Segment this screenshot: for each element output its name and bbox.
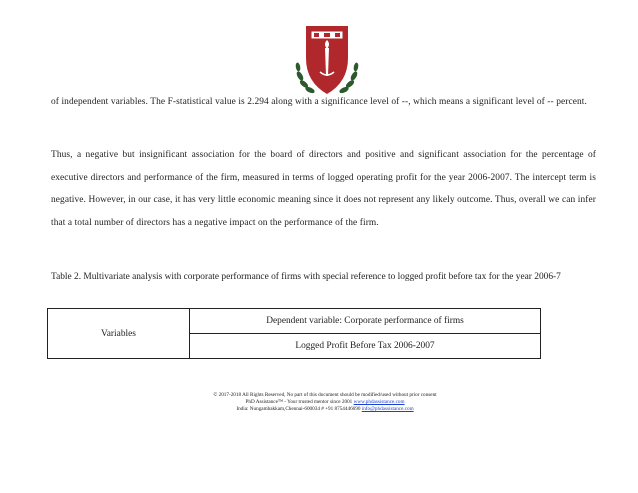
footer-copyright: © 2017-2018 All Rights Reserved, No part of this document should be modified/used without prior consent [213, 392, 437, 398]
footer-website-link[interactable]: www.phdassistance.com [353, 399, 405, 405]
variables-header: Variables [48, 309, 190, 359]
footer-tagline: PhD Assistance™ - Your trusted mentor since 2001 [245, 399, 353, 405]
footer-tagline-line [160, 399, 490, 406]
footer-contact-line [160, 406, 490, 413]
table-caption: Table 2. Multivariate analysis with corporate performance of firms with special reference to logged profit before tax for the year 2006-7 [51, 272, 561, 282]
results-table [47, 308, 541, 359]
footer-email-link[interactable]: info@phdassistance.com [361, 406, 414, 412]
dependent-variable-header: Dependent variable: Corporate performance of firms [190, 309, 541, 334]
footer-address: India: Nungambakkam,Chennai-600034 # +91 8754446690 [236, 406, 361, 412]
body-paragraph-2: Thus, a negative but insignificant association for the board of directors and positive and significant association for the percentage of executive directors and performance of the firm, measured in terms of logged operating profit for the year 2006-2007. The intercept term is negative. However, in our case, it has very little economic meaning since it does not represent any likely outcome. Thus, overall we can infer that a total number of directors has a negative impact on the performance of the firm. [51, 150, 596, 228]
body-paragraph-1: of independent variables. The F-statistical value is 2.294 along with a significance level of --, which means a significant level of -- percent. [51, 97, 587, 107]
phd-assistance-crest-logo [292, 22, 362, 100]
logged-profit-header: Logged Profit Before Tax 2006-2007 [190, 334, 541, 359]
page-footer [160, 392, 490, 413]
